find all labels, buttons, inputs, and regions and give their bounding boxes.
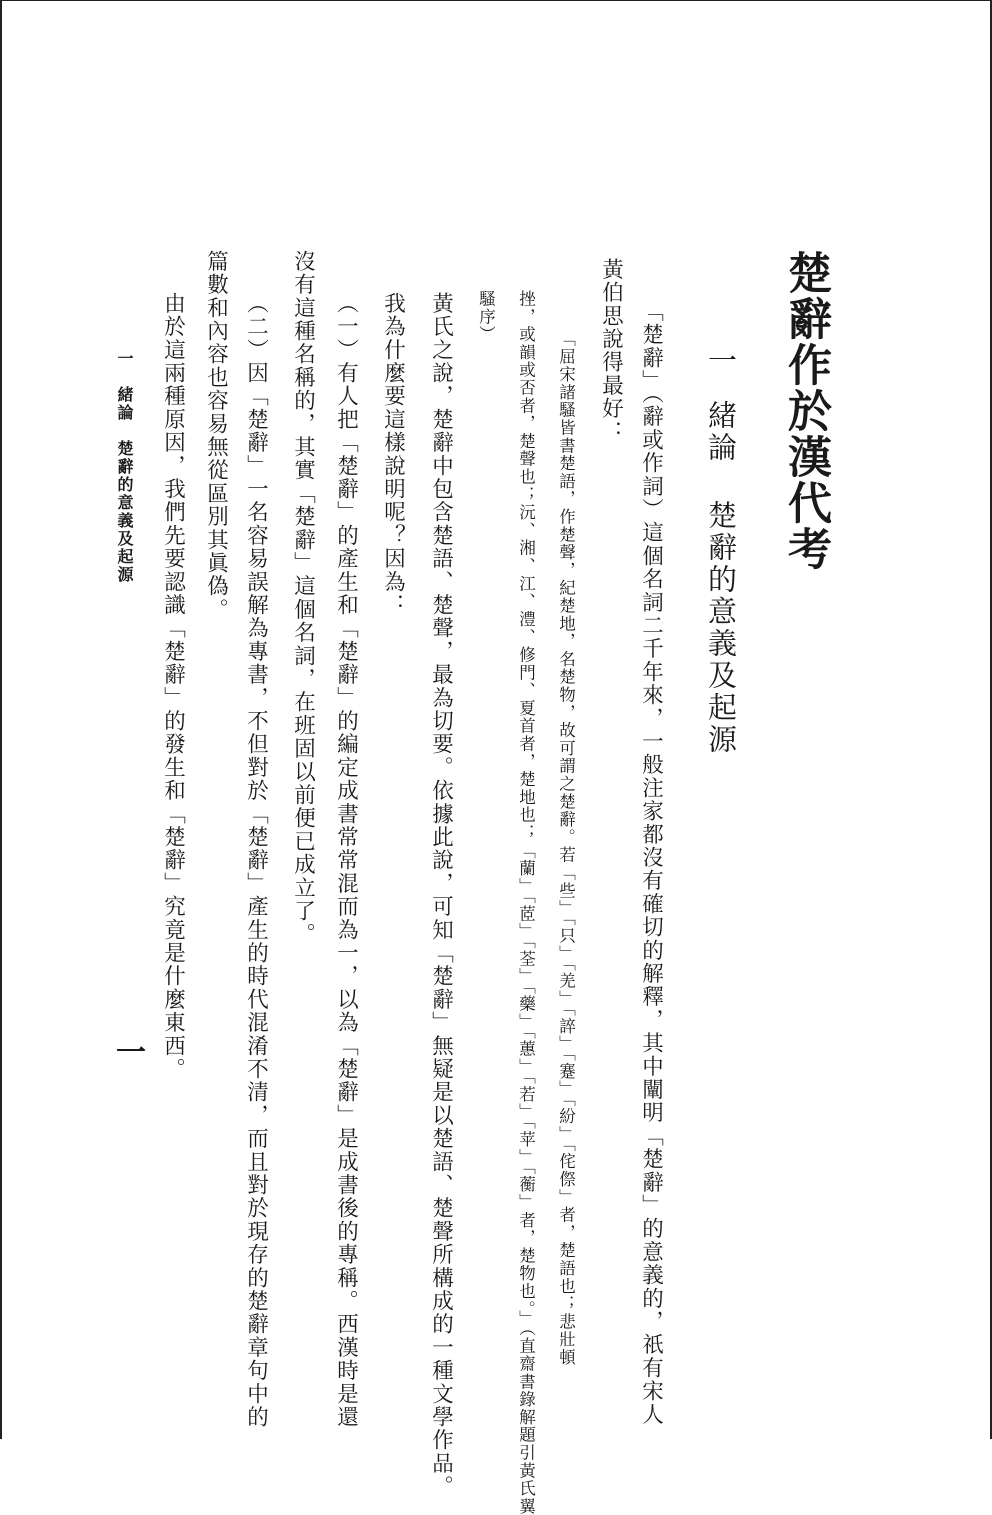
paragraph-line: （一）有人把「楚辭」的產生和「楚辭」的編定成書常常混而為一，以為「楚辭」是成書後的專稱。西漢時是還 (333, 292, 359, 1429)
paragraph-line: （二）因「楚辭」一名容易誤解為專書，不但對於「楚辭」產生的時代混淆不清，而且對於現存的楚辭章句中的 (243, 292, 269, 1429)
paragraph-line: 我為什麼要這樣說明呢？因為： (380, 292, 406, 617)
quotation-line: 「屈宋諸騷皆書楚語，作楚聲，紀楚地，名楚物，故可謂之楚辭。若「些」「只」「羌」「誶」「蹇」「紛」「侘傺」者，楚語也；悲壯頓 (556, 330, 576, 1367)
section-name: 緒論 (704, 400, 738, 464)
running-head: 一 緒論 楚辭的意義及起源 (115, 350, 134, 584)
page-border-left (0, 0, 2, 1439)
book-title: 楚辭作於漢代考 (780, 250, 831, 572)
section-subtitle: 楚辭的意義及起源 (704, 500, 738, 756)
page-number: 一 (110, 1036, 145, 1066)
paragraph-line: 黃伯思說得最好： (598, 258, 624, 444)
quotation-line: 騷序） (476, 290, 496, 344)
page-border-top (0, 0, 992, 1)
paragraph-line: 「楚辭」（辭或作詞）這個名詞二千年來，一般注家都沒有確切的解釋，其中闡明「楚辭」的意義的，祇有宋人 (638, 300, 664, 1427)
paragraph-line: 沒有這種名稱的，其實「楚辭」這個名詞，在班固以前便已成立了。 (290, 250, 316, 946)
quotation-line: 挫，或韻或否者，楚聲也；沅、湘、江、澧、修門、夏首者，楚地也；「蘭」「茝」「荃」「藥」「蕙」「若」「苹」「蘅」者，楚物也。」（直齋書錄解題引黃氏翼 (516, 290, 536, 1515)
section-number: 一 (704, 345, 738, 377)
paragraph-line: 由於這兩種原因，我們先要認識「楚辭」的發生和「楚辭」究竟是什麼東西。 (160, 292, 186, 1081)
paragraph-line: 黃氏之說，楚辭中包含楚語、楚聲，最為切要。依據此說，可知「楚辭」無疑是以楚語、楚聲所構成的一種文學作品。 (428, 292, 454, 1499)
paragraph-line: 篇數和內容也容易無從區別其眞偽。 (203, 250, 229, 622)
